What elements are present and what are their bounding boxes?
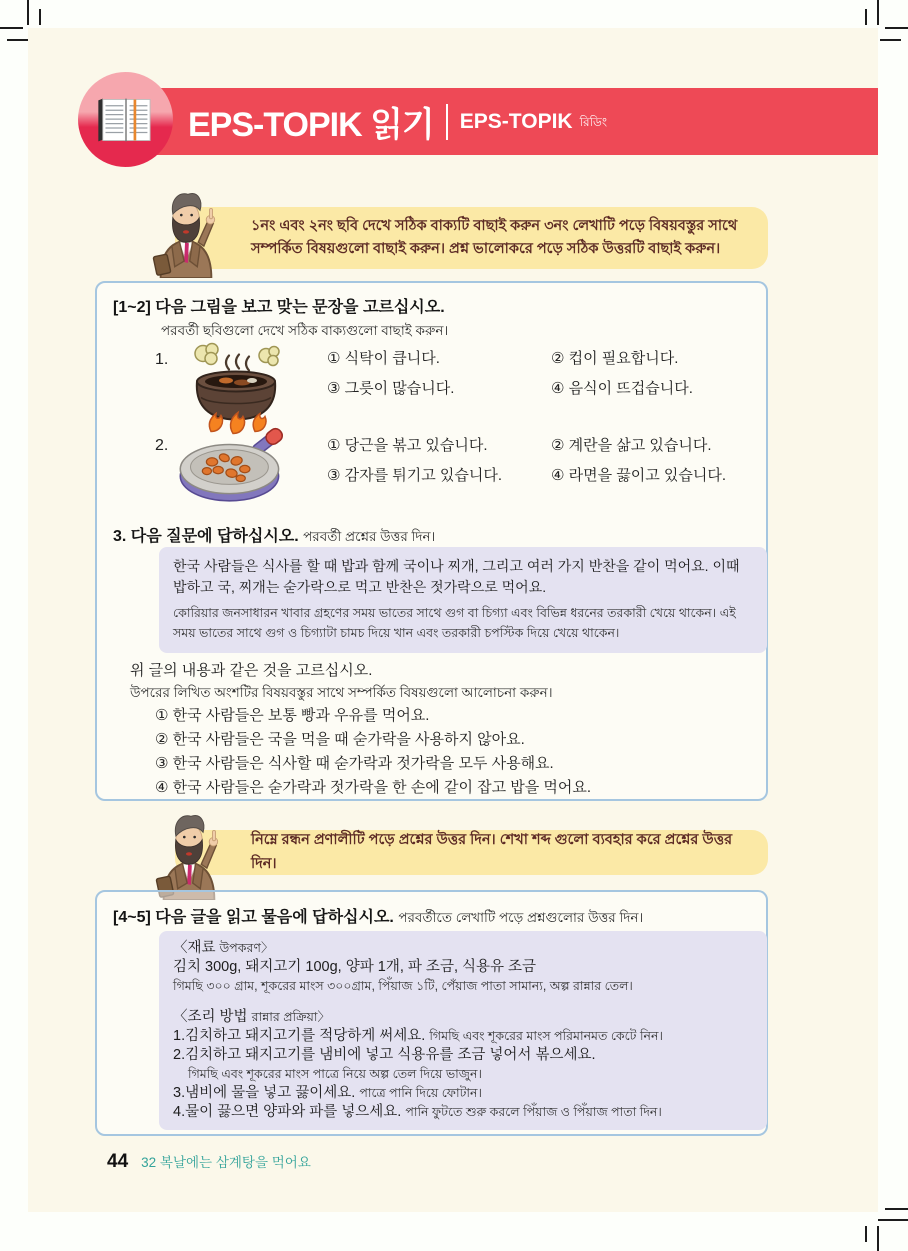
step3-korean: 3.냄비에 물을 넣고 끓이세요. — [173, 1085, 356, 1101]
step1-bengali: গিমছি এবং শূকরের মাংস পরিমানমত কেটে নিন। — [429, 1029, 663, 1043]
steaming-pot-illustration — [181, 339, 291, 435]
crop-mark — [880, 39, 901, 41]
section1-heading: [1~2] 다음 그림을 보고 맞는 문장을 고르십시오. — [113, 299, 445, 316]
q3-option-4: ④ 한국 사람들은 숟가락과 젓가락을 한 손에 같이 잡고 밥을 먹어요. — [155, 779, 592, 796]
q3-heading-korean: 3. 다음 질문에 답하십시오. — [113, 528, 299, 545]
instruction-callout-1 — [175, 207, 768, 269]
open-book-icon — [93, 94, 159, 146]
recipe-step-1 — [173, 1027, 753, 1046]
q3-option-2: ② 한국 사람들은 국을 먹을 때 숟가락을 사용하지 않아요. — [155, 731, 525, 748]
recipe-step-2 — [173, 1046, 753, 1084]
crop-mark — [39, 9, 41, 25]
instruction-callout-2 — [175, 830, 768, 875]
q2-option-2: ② 계란을 삶고 있습니다. — [551, 437, 712, 454]
recipe-ingredients-bengali: গিমছি ৩০০ গ্রাম, শূকরের মাংস ৩০০গ্রাম, পিঁয়াজ ১টি, পেঁয়াজ পাতা সামান্য, অল্প রান্নার তেল। — [173, 979, 633, 993]
page-number: 44 — [107, 1151, 129, 1172]
step3-bengali: পাত্রে পানি দিয়ে ফোটান। — [359, 1086, 482, 1100]
q1-option-3: ③ 그릇이 많습니다. — [327, 380, 455, 397]
method-title-bengali: রান্নার প্রক্রিয়া〉 — [251, 1010, 331, 1024]
section2-heading-korean: [4~5] 다음 글을 읽고 물음에 답하십시오. — [113, 909, 394, 926]
recipe-step-3 — [173, 1084, 753, 1103]
page-title-bengali: রিডিং — [579, 115, 608, 129]
frying-pan-illustration — [173, 425, 291, 509]
recipe-box — [159, 931, 767, 1130]
q3-option-3: ③ 한국 사람들은 식사할 때 숟가락과 젓가락을 모두 사용해요. — [155, 755, 554, 772]
method-title-korean: 〈조리 방법 — [173, 1009, 248, 1025]
recipe-ingredients-title — [173, 939, 753, 958]
teacher-character-icon — [145, 806, 233, 900]
q2-option-1: ① 당근을 볶고 있습니다. — [327, 437, 488, 454]
question-section-4-5 — [95, 890, 768, 1136]
recipe-ingredients-korean: 김치 300g, 돼지고기 100g, 양파 1개, 파 조금, 식용유 조금 — [173, 959, 537, 975]
header-banner — [112, 88, 878, 155]
chapter-title: 32 복날에는 삼계탕을 먹어요 — [141, 1155, 311, 1170]
crop-mark — [885, 27, 908, 29]
spacer — [173, 996, 753, 1008]
crop-mark — [878, 1219, 908, 1221]
q3-prompt-bengali: উপরের লিখিত অংশটির বিষয়বস্তুর সাথে সম্পর্কিত বিষয়গুলো আলোচনা করুন। — [130, 685, 553, 700]
ingredients-title-korean: 〈재료 — [173, 940, 216, 956]
q2-option-4: ④ 라면을 끓이고 있습니다. — [551, 467, 727, 484]
step2-korean: 2.김치하고 돼지고기를 냄비에 넣고 식용유를 조금 넣어서 볶으세요. — [173, 1047, 596, 1063]
recipe-method-title — [173, 1008, 753, 1027]
instruction-2-text: নিম্নে রন্ধন প্রণালীটি পড়ে প্রশ্নের উত্তর দিন। শেখা শব্দ গুলো ব্যবহার করে প্রশ্নের উত্তর দিন। — [251, 831, 733, 872]
section2-heading-bengali: পরবর্তীতে লেখাটি পড়ে প্রশ্নগুলোর উত্তর দিন। — [398, 910, 644, 925]
section1-heading-bengali: পরবর্তী ছবিগুলো দেখে সঠিক বাক্যগুলো বাছাই করুন। — [161, 323, 449, 338]
question-3-heading — [113, 523, 435, 549]
step2-bengali: গিমছি এবং শূকরের মাংস পাত্রে নিয়ে অল্প তেল দিয়ে ভাজুন। — [188, 1067, 482, 1081]
step1-korean: 1.김치하고 돼지고기를 적당하게 써세요. — [173, 1028, 426, 1044]
crop-mark — [7, 39, 28, 41]
crop-mark — [865, 9, 867, 25]
q3-prompt-korean: 위 글의 내용과 같은 것을 고르십시오. — [130, 662, 373, 679]
crop-mark — [877, 0, 879, 25]
crop-mark — [865, 1226, 867, 1242]
book-logo-circle — [78, 72, 173, 167]
instruction-1-text: ১নং এবং ২নং ছবি দেখে সঠিক বাক্যটি বাছাই করুন ৩নং লেখাটি পড়ে বিষয়বস্তুর সাথে সম্পর্কিত বিষয়গুলো বাছাই করুন। প্রশ্ন ভালোকরে পড়ে সঠিক উত্তরটি বাছাই করুন। — [251, 217, 738, 257]
section2-heading — [113, 904, 643, 930]
q3-passage-box — [159, 547, 767, 653]
step4-bengali: পানি ফুটতে শুরু করলে পিঁয়াজ ও পিঁয়াজ পাতা দিন। — [405, 1105, 662, 1119]
question-1-number: 1. — [155, 351, 169, 368]
crop-mark — [877, 1226, 879, 1251]
crop-mark — [27, 0, 29, 25]
question-2-number: 2. — [155, 437, 169, 454]
q3-option-1: ① 한국 사람들은 보통 빵과 우유를 먹어요. — [155, 707, 430, 724]
page-footer — [107, 1151, 311, 1173]
teacher-character-icon — [142, 184, 230, 278]
crop-mark — [885, 1208, 908, 1210]
step4-korean: 4.물이 끓으면 양파와 파를 넣으세요. — [173, 1104, 402, 1120]
q3-heading-bengali: পরবর্তী প্রশ্নের উত্তর দিন। — [303, 529, 436, 544]
page-title: EPS-TOPIK 읽기 — [188, 106, 434, 144]
question-2-options — [327, 434, 726, 485]
page-title-latin: EPS-TOPIK — [459, 109, 573, 133]
q2-option-3: ③ 감자를 튀기고 있습니다. — [327, 467, 503, 484]
title-divider — [446, 104, 448, 140]
q1-option-2: ② 컵이 필요합니다. — [551, 350, 679, 367]
question-section-1-3 — [95, 281, 768, 801]
crop-mark — [0, 27, 23, 29]
q3-passage-bengali: কোরিয়ার জনসাধারন খাবার গ্রহণের সময় ভাতের সাথে গুগ বা চিগ্যা এবং বিভিন্ন ধরনের তরকারী খেয়ে থাকেন। এই সময় ভাতের সাথে গুগ ও চিগ্যাটা চামচ দিয়ে খান এবং তরকারী চপস্টিক দিয়ে খেয়ে থাকেন। — [173, 606, 736, 641]
recipe-step-4 — [173, 1103, 753, 1122]
q3-passage-korean: 한국 사람들은 식사를 할 때 밥과 함께 국이나 찌개, 그리고 여러 가지 반찬을 같이 먹어요. 이때 밥하고 국, 찌개는 숟가락으로 먹고 반찬은 젓가락으로 먹어요. — [173, 558, 740, 595]
question-3-options — [155, 704, 591, 800]
question-1-options — [327, 347, 693, 398]
ingredients-title-bengali: উপকরণ〉 — [219, 941, 274, 955]
q1-option-4: ④ 음식이 뜨겁습니다. — [551, 380, 693, 397]
q1-option-1: ① 식탁이 큽니다. — [327, 350, 440, 367]
